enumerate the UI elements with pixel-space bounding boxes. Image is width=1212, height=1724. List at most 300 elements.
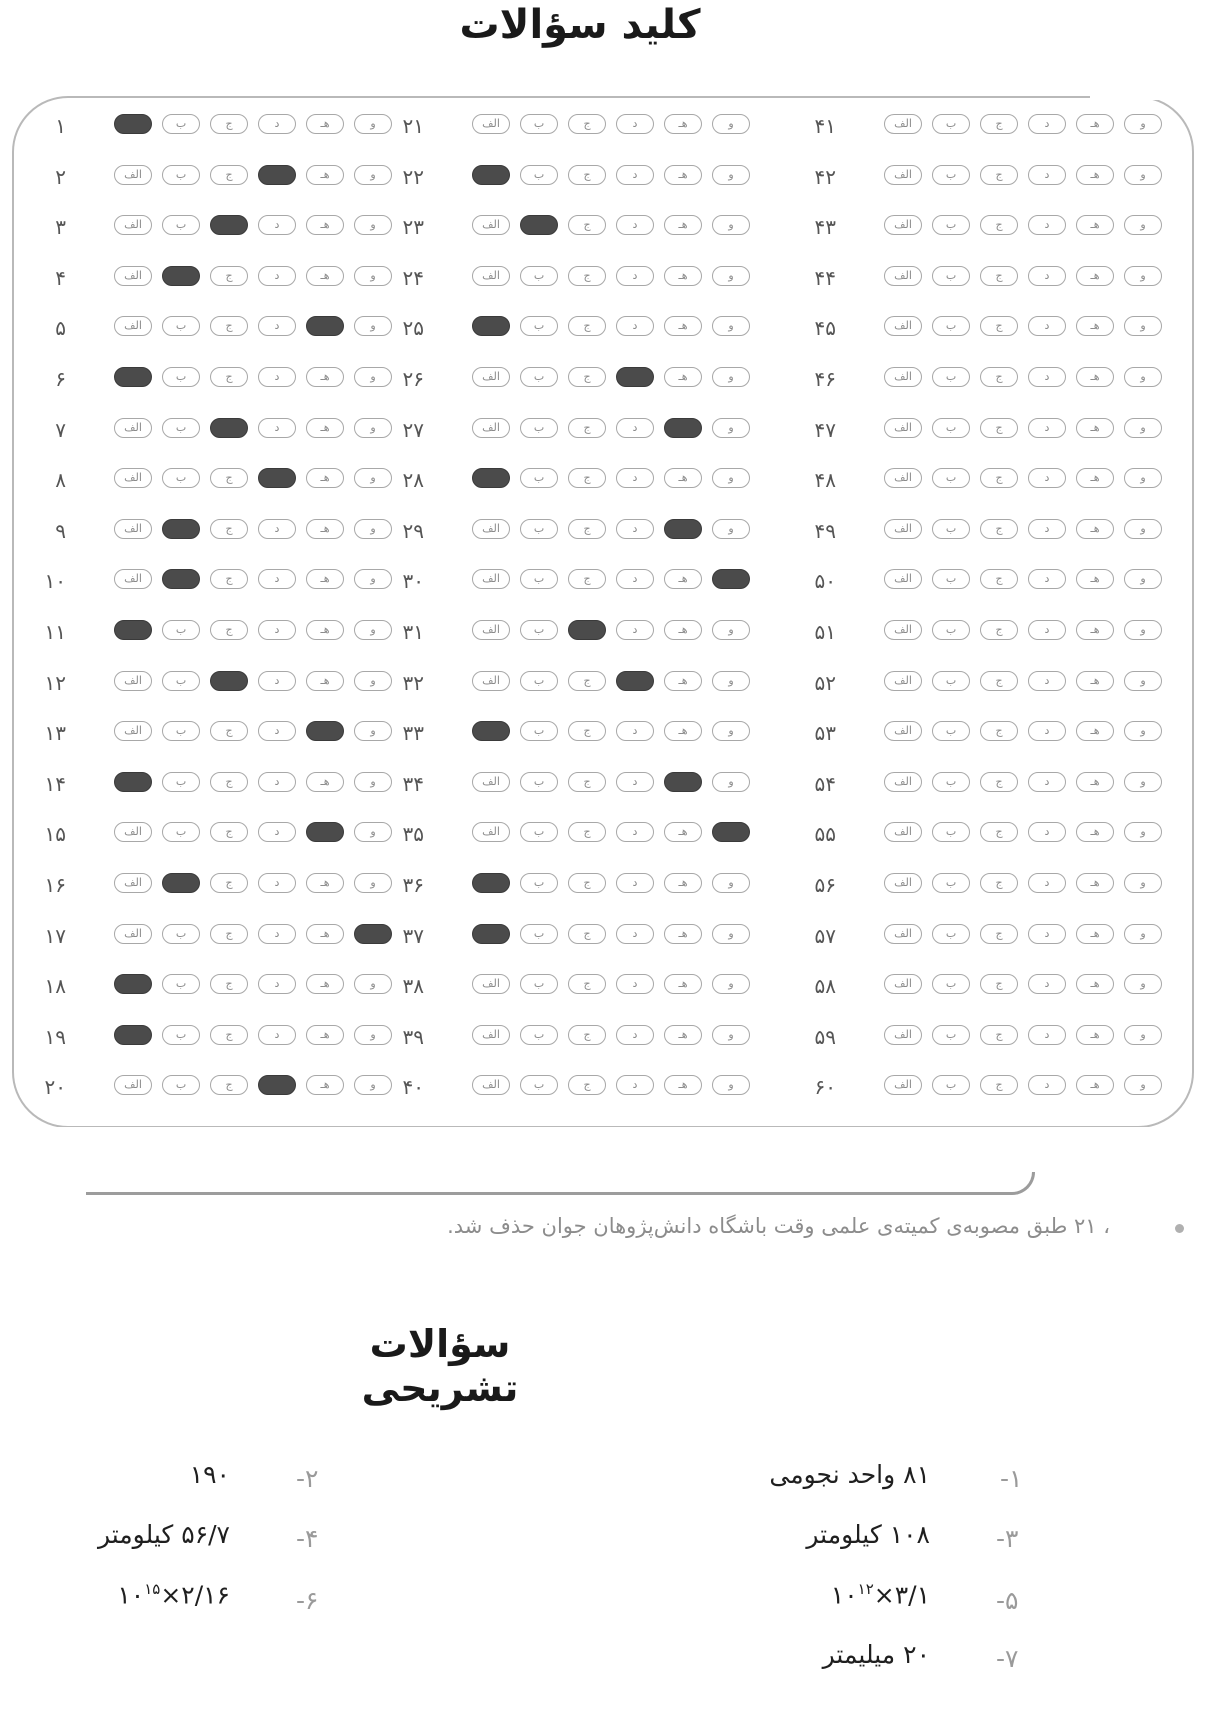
answer-bubble: د [1028,468,1066,488]
question-number: ۳۸ [402,974,424,999]
answer-bubble: و [712,721,750,741]
question-number: ۶۰ [814,1075,836,1100]
answer-bubble: هـ [1076,721,1114,741]
answer-bubble: الف [884,822,922,842]
answer-bubble: د [258,671,296,691]
answer-bubble: د [258,772,296,792]
answer-bubble: ج [210,620,248,640]
question-number: ۳۱ [402,620,424,644]
question-row [44,1023,422,1053]
question-row [402,922,780,952]
answer-bubble: هـ [1076,266,1114,286]
answer-bubble-filled [114,620,152,640]
question-row [402,517,780,547]
answer-bubble: الف [114,266,152,286]
answer-bubble: هـ [664,671,702,691]
question-row [402,365,780,395]
answer-bubble: و [354,165,392,185]
question-row [44,719,422,749]
answer-bubble: ب [932,114,970,134]
answer-bubble: و [354,519,392,539]
question-row [44,922,422,952]
question-row [814,264,1192,294]
answer-number: -۳ [996,1524,1019,1553]
answer-bubble: د [616,266,654,286]
answer-bubble-filled [472,873,510,893]
answer-bubble: و [354,367,392,387]
answer-bubble: ج [210,367,248,387]
answer-value-exponent: ۱۵ [144,1580,161,1598]
answer-bubble: د [616,822,654,842]
answer-bubble: ب [162,316,200,336]
question-row [814,517,1192,547]
question-row [814,314,1192,344]
answer-bubble: و [1124,671,1162,691]
answer-number: -۷ [996,1644,1019,1673]
answer-bubble: ب [162,367,200,387]
answer-bubble: د [258,721,296,741]
answer-bubble: ج [980,924,1018,944]
answer-bubble: ج [210,822,248,842]
answer-number: -۱ [1000,1464,1023,1493]
answer-bubble: د [258,519,296,539]
answer-bubble: د [1028,418,1066,438]
answer-bubble: و [1124,165,1162,185]
answer-bubble: هـ [664,468,702,488]
answer-bubble: الف [884,1025,922,1045]
answer-bubble: هـ [1076,620,1114,640]
answer-bubble: د [616,114,654,134]
answer-bubble: و [1124,114,1162,134]
answer-bubble: د [258,873,296,893]
answer-bubble: الف [884,620,922,640]
answer-bubble: ب [932,721,970,741]
answer-bubble: ب [520,924,558,944]
answer-bubble: و [1124,316,1162,336]
answer-value: ۵۶/۷ کیلومتر [97,1520,230,1549]
answer-bubble: و [712,418,750,438]
answer-bubble: ج [568,316,606,336]
answer-bubble: ج [210,924,248,944]
answer-bubble: ب [932,165,970,185]
sheet-bottom-cutout [0,1127,1212,1157]
question-number: ۱۴ [44,771,66,796]
question-row [402,1073,780,1103]
question-number: ۳ [55,215,66,240]
question-number: ۲۵ [402,316,424,341]
question-row [814,719,1192,749]
answer-bubble: د [1028,367,1066,387]
answer-bubble: د [258,822,296,842]
answer-bubble: د [616,569,654,589]
answer-bubble-filled [114,772,152,792]
answer-bubble: ب [520,569,558,589]
answer-bubble: د [616,519,654,539]
question-number: ۲۹ [402,518,424,543]
answer-bubble-filled [114,1025,152,1045]
answer-bubble: هـ [1076,418,1114,438]
answer-bubble: و [1124,822,1162,842]
question-number: ۱۹ [44,1024,66,1049]
answer-bubble: هـ [306,1075,344,1095]
answer-bubble: هـ [306,215,344,235]
answer-bubble: د [616,721,654,741]
question-row [44,972,422,1002]
answer-bubble: ب [932,873,970,893]
answer-value-mantissa: ۳/۱×۱۰ [830,1580,930,1610]
answer-bubble: و [1124,1025,1162,1045]
answer-bubble: ب [520,519,558,539]
answer-bubble: و [712,215,750,235]
answer-bubble: د [258,266,296,286]
answer-bubble: هـ [1076,215,1114,235]
answer-value [117,1580,230,1609]
answer-bubble-filled [162,873,200,893]
answer-bubble: هـ [664,822,702,842]
question-row [44,1073,422,1103]
answer-bubble-filled [210,418,248,438]
answer-bubble: ج [568,772,606,792]
question-number: ۴۰ [402,1075,424,1100]
answer-bubble: ج [568,418,606,438]
answer-bubble: الف [472,974,510,994]
page-title: کلید سؤالات [459,2,701,48]
answer-bubble: و [354,1025,392,1045]
answer-bubble: الف [884,165,922,185]
answer-bubble: ب [520,873,558,893]
question-number: ۹ [55,518,66,543]
question-number: ۴۵ [814,316,836,341]
answer-bubble-filled [114,974,152,994]
question-number: ۳۷ [402,923,424,948]
answer-bubble: هـ [306,974,344,994]
question-number: ۳۶ [402,873,424,897]
answer-bubble: د [1028,266,1066,286]
answer-bubble: د [1028,873,1066,893]
question-row [814,972,1192,1002]
question-row [814,567,1192,597]
answer-bubble: د [616,1075,654,1095]
answer-bubble: الف [884,215,922,235]
answer-bubble: ب [932,519,970,539]
answer-bubble: ج [210,114,248,134]
question-row [402,770,780,800]
answer-bubble: الف [114,569,152,589]
question-number: ۵۹ [814,1024,836,1049]
answer-bubble: و [712,772,750,792]
question-number: ۶ [55,367,66,391]
answer-sheet [12,96,1194,1128]
answer-bubble: و [1124,519,1162,539]
answer-bubble: و [354,671,392,691]
answer-bubble: و [712,519,750,539]
answer-bubble: ج [980,620,1018,640]
answer-bubble: ب [520,1025,558,1045]
answer-bubble: ب [162,114,200,134]
answer-bubble: د [616,215,654,235]
answer-bubble-filled [664,519,702,539]
question-row [814,213,1192,243]
answer-bubble: هـ [1076,671,1114,691]
question-row [52,314,422,344]
answer-bubble: هـ [664,873,702,893]
answer-bubble: و [354,721,392,741]
answer-bubble: ب [162,1075,200,1095]
answer-bubble: و [712,873,750,893]
answer-bubble: هـ [306,418,344,438]
answer-bubble: د [1028,721,1066,741]
answer-bubble: و [354,114,392,134]
question-row [814,669,1192,699]
answer-bubble: هـ [306,772,344,792]
answer-bubble: ب [162,924,200,944]
question-number: ۱۱ [44,620,66,644]
divider-curve [955,1172,1035,1195]
answer-bubble: ب [932,620,970,640]
answer-bubble: د [258,215,296,235]
answer-bubble-filled [162,266,200,286]
question-number: ۳۲ [402,670,424,695]
answer-bubble: و [712,468,750,488]
answer-bubble: الف [884,873,922,893]
answer-bubble: د [1028,1025,1066,1045]
answer-bubble: و [712,316,750,336]
answer-bubble-filled [472,316,510,336]
answer-bubble: هـ [664,721,702,741]
answer-bubble-filled [306,316,344,336]
answer-bubble: و [712,924,750,944]
answer-bubble: ب [162,468,200,488]
question-number: ۴۸ [814,468,836,493]
answer-bubble: هـ [1076,924,1114,944]
answer-bubble: ج [980,822,1018,842]
question-number: ۵۱ [814,620,836,644]
question-number: ۱۶ [44,873,66,897]
answer-bubble: هـ [1076,1025,1114,1045]
question-row [814,770,1192,800]
answer-bubble: د [1028,822,1066,842]
answer-bubble: و [1124,974,1162,994]
answer-value [831,1580,930,1609]
answer-bubble: هـ [1076,1075,1114,1095]
question-row [814,820,1192,850]
question-number: ۲۶ [402,367,424,391]
question-row [402,618,780,648]
question-row [814,416,1192,446]
answer-bubble: ب [162,974,200,994]
answer-bubble-filled [472,924,510,944]
answer-bubble: ب [162,671,200,691]
answer-bubble: هـ [1076,772,1114,792]
answer-bubble: الف [114,822,152,842]
answer-bubble: ج [980,772,1018,792]
answer-bubble: هـ [664,1025,702,1045]
answer-bubble: د [1028,316,1066,336]
answer-number: -۵ [996,1586,1019,1615]
question-number: ۱۵ [44,822,66,847]
answer-bubble: هـ [1076,519,1114,539]
answer-bubble: ب [520,721,558,741]
answer-bubble: هـ [306,620,344,640]
answer-bubble: الف [884,772,922,792]
question-number: ۵۴ [814,771,836,796]
answer-bubble-filled [712,822,750,842]
answer-bubble: ب [932,1025,970,1045]
answer-bubble: الف [114,215,152,235]
answer-bubble: ج [980,519,1018,539]
answer-value: ۸۱ واحد نجومی [769,1460,930,1489]
answer-bubble: هـ [664,266,702,286]
bullet-icon [1175,1224,1184,1233]
section-title: سؤالات تشریحی [361,1322,519,1410]
answer-bubble: الف [884,367,922,387]
question-number: ۴۹ [814,518,836,543]
answer-bubble: هـ [1076,468,1114,488]
answer-bubble: ب [932,974,970,994]
question-number: ۱۸ [44,974,66,999]
answer-bubble: و [712,165,750,185]
answer-bubble: د [616,165,654,185]
answer-bubble: د [1028,620,1066,640]
question-number: ۴۷ [814,417,836,442]
answer-bubble: د [1028,924,1066,944]
answer-bubble: ج [210,266,248,286]
answer-bubble-filled [306,721,344,741]
answer-bubble: د [258,620,296,640]
answer-bubble: الف [472,822,510,842]
question-row [402,416,780,446]
answer-bubble: ب [162,1025,200,1045]
answer-bubble: هـ [306,468,344,488]
answer-bubble: ج [210,1025,248,1045]
answer-bubble-filled [616,671,654,691]
answer-bubble: و [1124,873,1162,893]
question-row [402,567,780,597]
answer-bubble: الف [472,671,510,691]
answer-bubble: و [354,468,392,488]
question-number: ۵۰ [814,569,836,594]
answer-bubble: هـ [306,114,344,134]
question-row [814,365,1192,395]
answer-bubble: ج [210,1075,248,1095]
question-row [814,466,1192,496]
answer-bubble-filled [114,367,152,387]
answer-bubble: الف [472,367,510,387]
answer-bubble: و [712,1075,750,1095]
answer-bubble-filled [306,822,344,842]
question-number: ۲۸ [402,468,424,493]
question-row [402,820,780,850]
question-number: ۱۳ [44,721,66,746]
answer-bubble: و [354,822,392,842]
answer-bubble-filled [472,165,510,185]
question-row [52,365,422,395]
question-number: ۲۳ [402,215,424,240]
answer-bubble: ب [520,418,558,438]
question-number: ۳۵ [402,822,424,847]
answer-bubble: و [712,367,750,387]
question-number: ۵ [55,316,66,341]
answer-bubble: د [616,924,654,944]
question-row [402,669,780,699]
question-number: ۴۲ [814,164,836,189]
answer-bubble: ب [520,266,558,286]
answer-bubble: هـ [664,1075,702,1095]
question-number: ۴۶ [814,367,836,391]
answer-bubble: ب [932,468,970,488]
answer-bubble: ج [568,974,606,994]
answer-bubble: د [616,974,654,994]
answer-bubble: هـ [1076,873,1114,893]
answer-bubble: ج [210,165,248,185]
answer-bubble-filled [258,468,296,488]
answer-value: ۱۹۰ [189,1460,230,1489]
answer-bubble: ج [568,165,606,185]
answer-bubble: و [1124,468,1162,488]
answer-bubble: هـ [664,974,702,994]
answer-bubble: و [354,873,392,893]
answer-bubble-filled [210,671,248,691]
answer-bubble: هـ [664,620,702,640]
question-number: ۲۴ [402,265,424,290]
answer-bubble: ج [980,974,1018,994]
answer-bubble: و [354,215,392,235]
question-row [52,112,422,142]
question-number: ۳۴ [402,771,424,796]
question-number: ۲۷ [402,417,424,442]
sheet-corner-cutout [1090,0,1212,100]
answer-bubble: د [1028,1075,1066,1095]
answer-number: -۶ [296,1586,319,1615]
question-row [402,163,780,193]
answer-bubble: ج [568,266,606,286]
question-row [402,719,780,749]
answer-value-mantissa: ۲/۱۶×۱۰ [117,1580,230,1610]
answer-bubble: الف [884,1075,922,1095]
answer-bubble-filled [520,215,558,235]
answer-bubble: هـ [664,165,702,185]
answer-bubble: ب [932,569,970,589]
answer-bubble: ج [568,519,606,539]
question-row [814,1023,1192,1053]
answer-bubble: و [354,974,392,994]
question-number: ۱ [55,114,66,138]
question-number: ۳۰ [402,569,424,594]
answer-bubble: الف [114,316,152,336]
question-number: ۷ [55,417,66,442]
answer-bubble: ب [162,215,200,235]
answer-bubble: ب [520,974,558,994]
answer-bubble: الف [114,1075,152,1095]
answer-bubble-filled [210,215,248,235]
answer-bubble: د [258,974,296,994]
question-number: ۵۶ [814,873,836,897]
answer-bubble: و [354,772,392,792]
answer-bubble: ج [980,266,1018,286]
question-row [44,770,422,800]
question-row [402,264,780,294]
answer-bubble: ج [980,468,1018,488]
answer-bubble: ج [210,569,248,589]
answer-bubble-filled [664,772,702,792]
question-row [402,871,780,901]
answer-bubble: هـ [306,519,344,539]
answer-bubble: د [1028,671,1066,691]
question-row [814,922,1192,952]
answer-bubble: د [616,418,654,438]
question-row [44,567,422,597]
answer-bubble: الف [472,569,510,589]
